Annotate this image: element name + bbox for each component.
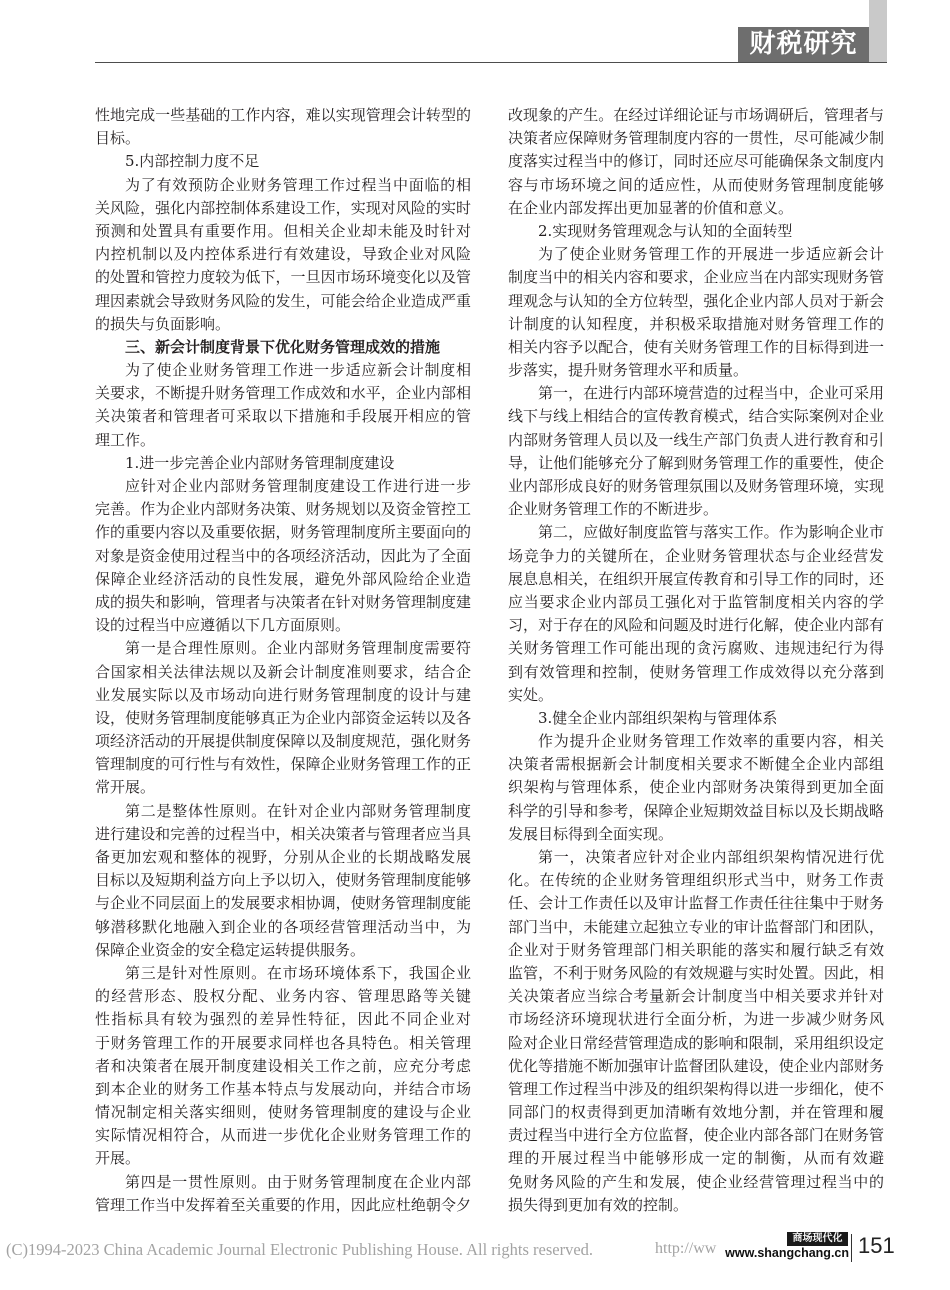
body-paragraph	[95, 475, 471, 637]
header-corner-strip	[869, 0, 887, 62]
section-heading	[95, 336, 471, 359]
text-line: 应针对企业内部财务管理制度建设工作进行进一步	[125, 477, 471, 495]
text-line: 企业财务管理工作的不断进步。	[508, 500, 719, 519]
text-line: 的经营形态、股权分配、业务内容、管理思路等关键	[95, 987, 471, 1006]
text-line: 决策者需根据新会计制度相关要求不断健全企业内部组	[508, 755, 884, 774]
text-line: 2.实现财务管理观念与认知的全面转型	[538, 221, 793, 240]
text-line: 制度当中的相关内容和要求，企业应当在内部实现财务管	[508, 268, 884, 287]
section-title: 财税研究	[749, 29, 858, 59]
text-line: 情况制定相关落实细则，使财务管理制度的建设与企业	[95, 1103, 471, 1122]
text-line: 习，对于存在的风险和问题及时进行化解，使企业内部有	[508, 616, 884, 635]
body-paragraph	[95, 104, 471, 150]
text-line: 为了使企业财务管理工作的开展进一步适应新会计	[538, 245, 884, 264]
text-line: 理观念与认知的全方位转型，强化企业内部人员对于新会	[508, 291, 884, 310]
text-line: 第一，决策者应针对企业内部组织架构情况进行优	[538, 848, 884, 866]
text-line: 作为提升企业财务管理工作效率的重要内容，相关	[538, 732, 884, 751]
text-line: 相关内容予以配合，使有关财务管理工作的目标得到进一	[508, 337, 884, 356]
text-line: 目标。	[95, 129, 141, 148]
text-line: 部门当中，未能建立起独立专业的审计监督部门和团队，	[508, 917, 884, 936]
text-line: 同部门的权责得到更加清晰有效地分割，并在管理和履	[508, 1103, 884, 1122]
text-line: 场竞争力的关键所在，企业财务管理状态与企业经营发	[508, 546, 884, 565]
body-paragraph	[508, 243, 884, 382]
text-line: 三、新会计制度背景下优化财务管理成效的措施	[125, 337, 441, 356]
page-number: 151	[858, 1233, 895, 1258]
text-line: 完善。作为企业内部财务决策、财务规划以及资金管控工	[95, 500, 471, 519]
text-line: 关风险，强化内部控制体系建设工作，实现对风险的实时	[95, 198, 471, 217]
text-line: 实处。	[508, 685, 554, 704]
text-line: 理的开展过程当中能够形成一定的制衡，从而有效避	[508, 1149, 884, 1168]
text-line: 关决策者应当综合考量新会计制度当中相关要求并针对	[508, 987, 884, 1006]
journal-website: www.shangchang.cn	[725, 1246, 849, 1260]
text-line: 关财务管理工作可能出现的贪污腐败、违规违纪行为得	[508, 639, 884, 658]
text-line: 第四是一贯性原则。由于财务管理制度在企业内部	[125, 1172, 471, 1191]
text-line: 优化等措施不断加强审计监督团队建设，使企业内部财务	[508, 1056, 884, 1075]
text-line: 者和决策者在展开制度建设相关工作之前，应充分考虑	[95, 1056, 471, 1075]
text-line: 到有效管理和控制，使财务管理工作成效得以充分落到	[508, 662, 884, 681]
text-line: 备更加宏观和整体的视野，分别从企业的长期战略发展	[95, 848, 471, 866]
text-line: 线下与线上相结合的宣传教育模式，结合实际案例对企业	[508, 407, 884, 426]
header-rule	[95, 62, 887, 63]
text-line: 够潜移默化地融入到企业的各项经营管理活动当中，为	[95, 917, 471, 936]
body-paragraph	[508, 104, 884, 220]
body-paragraph	[508, 730, 884, 846]
text-line: 关要求，不断提升财务管理工作成效和水平，企业内部相	[95, 384, 471, 403]
text-line: 发展目标得到全面实现。	[508, 824, 674, 843]
text-line: 监管，不利于财务风险的有效规避与实时处置。因此，相	[508, 963, 884, 982]
body-paragraph	[508, 521, 884, 707]
body-paragraph	[95, 800, 471, 962]
text-line: 第二，应做好制度监管与落实工作。作为影响企业市	[538, 523, 884, 542]
right-column	[508, 104, 884, 1224]
text-line: 免财务风险的产生和发展，使企业经营管理过程当中的	[508, 1172, 884, 1191]
text-line: 作的重要内容以及重要依据，财务管理制度所主要面向的	[95, 523, 471, 542]
text-line: 企业对于财务管理部门相关职能的落实和履行缺乏有效	[508, 940, 884, 959]
text-line: 步落实，提升财务管理水平和质量。	[508, 361, 749, 380]
text-line: 合国家相关法律法规以及新会计制度准则要求，结合企	[95, 662, 471, 681]
text-line: 关决策者和管理者可采取以下措施和手段展开相应的管	[95, 407, 471, 426]
text-line: 于财务管理工作的开展要求同样也各具特色。相关管理	[95, 1033, 471, 1052]
text-line: 业发展实际以及市场动向进行财务管理制度的设计与建	[95, 685, 471, 704]
text-line: 的损失与负面影响。	[95, 314, 231, 333]
text-line: 理工作。	[95, 430, 156, 449]
text-line: 管理工作当中发挥着至关重要的作用，因此应杜绝朝令夕	[95, 1195, 471, 1214]
text-line: 到本企业的财务工作基本特点与发展动向，并结合市场	[95, 1079, 471, 1098]
text-line: 科学的引导和参考，保障企业短期效益目标以及长期战略	[508, 801, 884, 820]
text-line: 业内部形成良好的财务管理氛围以及财务管理环境，实现	[508, 477, 884, 495]
text-line: 在企业内部发挥出更加显著的价值和意义。	[508, 198, 794, 217]
body-paragraph	[95, 637, 471, 799]
subsection-heading	[95, 150, 471, 173]
text-line: 目标以及短期利益方向上予以切入，使财务管理制度能够	[95, 871, 471, 890]
text-line: 改现象的产生。在经过详细论证与市场调研后，管理者与	[508, 106, 884, 124]
text-line: 理因素就会导致财务风险的发生，可能会给企业造成严重	[95, 291, 471, 310]
journal-logo: 商场现代化	[787, 1232, 848, 1246]
text-line: 设的过程当中应遵循以下几方面原则。	[95, 616, 351, 635]
text-line: 与企业不同层面上的发展要求相协调，使财务管理制度能	[95, 894, 471, 913]
text-line: 的处置和管控力度较为低下，一旦因市场环境变化以及管	[95, 268, 471, 287]
body-paragraph	[95, 1171, 471, 1217]
text-line: 实际情况相符合，从而进一步优化企业财务管理工作的	[95, 1126, 471, 1145]
text-line: 设，使财务管理制度能够真正为企业内部资金运转以及各	[95, 708, 471, 727]
body-paragraph	[508, 846, 884, 1217]
text-line: 第一，在进行内部环境营造的过程当中，企业可采用	[538, 384, 884, 403]
text-line: 保障企业经济活动的良性发展，避免外部风险给企业造	[95, 569, 471, 588]
body-paragraph	[95, 174, 471, 336]
text-line: 常开展。	[95, 778, 156, 797]
text-line: 织架构与管理体系，使企业内部财务决策得到更加全面	[508, 778, 884, 797]
text-line: 导，让他们能够充分了解到财务管理工作的重要性，使企	[508, 453, 884, 472]
text-line: 度落实过程当中的修订，同时还应尽可能确保条文制度内	[508, 152, 884, 171]
text-line: 为了有效预防企业财务管理工作过程当中面临的相	[125, 175, 471, 194]
text-line: 第二是整体性原则。在针对企业内部财务管理制度	[125, 801, 471, 820]
text-line: 1.进一步完善企业内部财务管理制度建设	[125, 453, 395, 472]
text-line: 险对企业日常经营管理造成的影响和限制，采用组织设定	[508, 1033, 884, 1052]
text-line: 决策者应保障财务管理制度内容的一贯性，尽可能减少制	[508, 129, 884, 148]
text-line: 项经济活动的开展提供制度保障以及制度规范，强化财务	[95, 732, 471, 751]
text-line: 应当要求企业内部员工强化对于监管制度相关内容的学	[508, 592, 884, 611]
left-column	[95, 104, 471, 1224]
text-line: 第三是针对性原则。在市场环境体系下，我国企业	[125, 963, 471, 982]
text-line: 管理工作过程当中涉及的组织架构得以进一步细化，使不	[508, 1079, 884, 1098]
subsection-heading	[95, 452, 471, 475]
subsection-heading	[508, 220, 884, 243]
text-line: 进行建设和完善的过程当中，相关决策者与管理者应当具	[95, 824, 471, 843]
text-line: 内控机制以及内控体系进行有效建设，导致企业对风险	[95, 245, 471, 264]
body-paragraph	[95, 962, 471, 1171]
text-line: 开展。	[95, 1149, 141, 1168]
copyright-url: http://ww	[655, 1240, 717, 1257]
text-line: 任、会计工作责任以及审计监督工作责任往往集中于财务	[508, 894, 884, 913]
body-paragraph	[95, 359, 471, 452]
text-line: 为了使企业财务管理工作进一步适应新会计制度相	[125, 361, 471, 380]
text-line: 对象是资金使用过程当中的各项经济活动，因此为了全面	[95, 546, 471, 565]
subsection-heading	[508, 707, 884, 730]
text-line: 性地完成一些基础的工作内容，难以实现管理会计转型的	[95, 106, 471, 124]
text-line: 计制度的认知程度，并积极采取措施对财务管理工作的	[508, 314, 884, 333]
section-banner	[738, 27, 869, 62]
text-line: 管理制度的可行性与有效性，保障企业财务管理工作的正	[95, 755, 471, 774]
text-line: 第一是合理性原则。企业内部财务管理制度需要符	[125, 639, 471, 658]
copyright-notice: (C)1994-2023 China Academic Journal Electronic Publishing House. All rights reserved.	[6, 1240, 594, 1259]
text-line: 化。在传统的企业财务管理组织形式当中，财务工作责	[508, 871, 884, 890]
text-line: 保障企业资金的安全稳定运转提供服务。	[95, 940, 366, 959]
text-line: 展息息相关，在组织开展宣传教育和引导工作的同时，还	[508, 569, 884, 588]
text-line: 责过程当中进行全方位监督，使企业内部各部门在财务管	[508, 1126, 884, 1145]
body-paragraph	[508, 382, 884, 521]
text-line: 内部财务管理人员以及一线生产部门负责人进行教育和引	[508, 430, 884, 449]
text-line: 5.内部控制力度不足	[125, 152, 260, 171]
text-line: 容与市场环境之间的适应性，从而使财务管理制度能够	[508, 175, 884, 194]
text-line: 3.健全企业内部组织架构与管理体系	[538, 708, 778, 727]
footer-divider	[851, 1234, 852, 1262]
text-line: 成的损失和影响，管理者与决策者在针对财务管理制度建	[95, 592, 471, 611]
text-line: 损失得到更加有效的控制。	[508, 1195, 689, 1214]
text-line: 预测和处置具有重要作用。但相关企业却未能及时针对	[95, 221, 471, 240]
text-line: 市场经济环境现状进行全面分析，为进一步减少财务风	[508, 1010, 884, 1029]
text-line: 性指标具有较为强烈的差异性特征，因此不同企业对	[95, 1010, 471, 1029]
